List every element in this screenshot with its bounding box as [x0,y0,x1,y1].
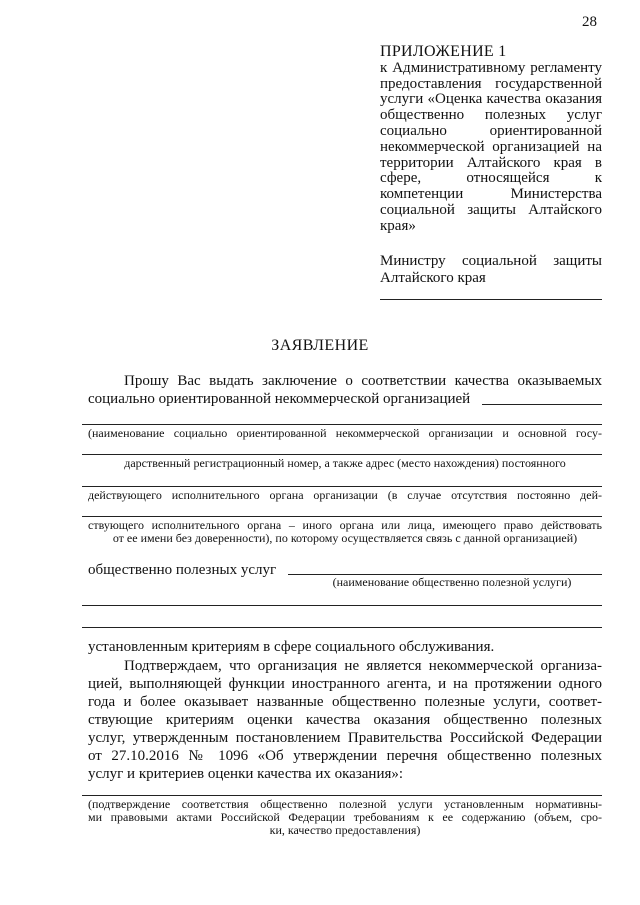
addressee: Министру социальной защиты Алтайского края [380,253,602,286]
org-caption-line-5: от ее имени без доверенности), по которому осуществляется связь с данной организацией) [112,531,578,545]
document-title: ЗАЯВЛЕНИЕ [271,337,369,354]
request-line-2: социально ориентированной некоммерческой организацией [88,391,471,407]
request-line-1: Прошу Вас выдать заключение о соответствии качества оказываемых [124,373,602,389]
org-caption-line-3: действующего исполнительного органа организации (в случае отсутствия постоянно дей- [88,488,602,502]
criteria-line: установленным критериям в сфере социального обслуживания. [88,639,495,655]
org-fill-line-3[interactable] [82,486,602,487]
confirm-line-7: услуг и критериев оценки качества их оказания»: [88,766,404,782]
org-fill-line-2[interactable] [82,454,602,455]
confirm-caption-line-1: (подтверждение соответствия общественно полезной услуги установленным нормативны- [88,797,602,811]
confirm-caption-line-3: ки, качество предоставления) [269,823,421,837]
org-fill-line-4[interactable] [82,516,602,517]
services-fill-line-3[interactable] [82,627,602,628]
services-label: общественно полезных услуг [88,562,277,578]
confirm-line-1: Подтверждаем, что организация не является некоммерческой организа- [124,658,602,674]
confirm-caption-line-2: ми правовыми актами Российской Федерации требованиям к ее содержанию (объем, сро- [88,810,602,824]
org-caption-line-2: дарственный регистрационный номер, а также адрес (место нахождения) постоянного [124,456,566,470]
appendix-block [380,44,602,235]
org-fill-line-0[interactable] [482,404,602,405]
confirm-line-3: года и более оказывает названные общественно полезные услуги, соответ- [88,694,602,710]
confirm-line-6: от 27.10.2016 № 1096 «Об утверждении перечня общественно полезных [88,748,602,764]
confirm-fill-line[interactable] [82,795,602,796]
appendix-title: ПРИЛОЖЕНИЕ 1 [380,43,507,60]
addressee-fill-line[interactable] [380,299,602,300]
org-fill-line-1[interactable] [82,424,602,425]
confirm-line-2: цией, выполняющей функции иностранного агента, и на протяжении одного [88,676,602,692]
confirm-line-5: услуг, утвержденным постановлением Правительства Российской Федерации [88,730,602,746]
org-caption-line-1: (наименование социально ориентированной некоммерческой организации и основной госу- [88,426,602,440]
services-caption: (наименование общественно полезной услуги) [332,575,572,589]
services-fill-line-2[interactable] [82,605,602,606]
org-caption-line-4: ствующего исполнительного органа – иного органа или лица, имеющего право действовать [88,518,602,532]
confirm-line-4: ствующие критериям оценки качества оказания общественно полезных [88,712,602,728]
page-number: 28 [582,14,597,30]
appendix-text: к Административному регламенту предоставления государственной услуги «Оценка качества оказания общественно полезных услуг социально ориентированной некоммерческой организацией на территории Алтайского края в сфере, относящейся к компетенции Министерства социальной защиты Алтайского края» [380,59,602,234]
